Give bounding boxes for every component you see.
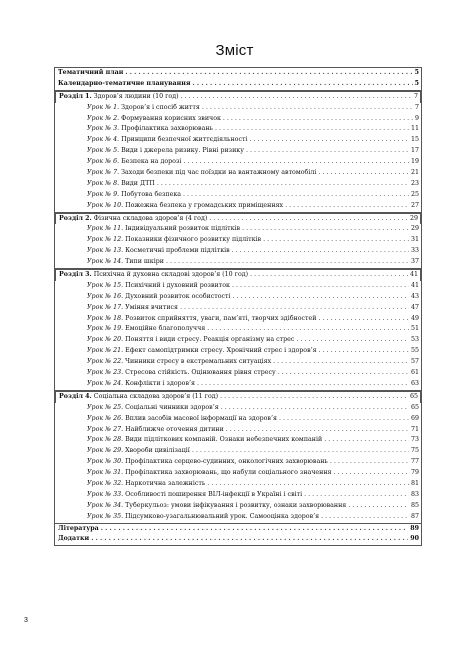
dot-leader: [181, 92, 412, 103]
toc-section-heading: Розділ 2.: [59, 214, 92, 222]
toc-entry-text: Підсумково-узагальнювальний урок. Самооцінка здоров’я: [125, 512, 320, 520]
toc-entry-text: Соціальна складова здоров’я (11 год): [93, 392, 219, 400]
toc-page-number: 29: [409, 214, 418, 222]
toc-lesson-number: Урок № 13.: [87, 247, 124, 255]
toc-page-number: 27: [410, 201, 419, 209]
toc-lesson-number: Урок № 5.: [87, 147, 120, 155]
toc-page-number: 5: [414, 69, 419, 76]
toc-lesson-entry: [55, 468, 421, 479]
toc-entry-text: Здоров’я і спосіб життя: [121, 103, 200, 111]
toc-page-number: 75: [410, 447, 419, 455]
dot-leader: [209, 214, 408, 225]
toc-lesson-entry: [55, 190, 421, 201]
toc-lesson-number: Урок № 15.: [87, 281, 124, 289]
toc-entry-text: Додатки: [58, 535, 90, 543]
dot-leader: [166, 257, 409, 268]
toc-page-number: 87: [410, 512, 419, 520]
toc-lesson-entry: [55, 346, 421, 357]
dot-leader: [221, 403, 409, 414]
toc-lesson-entry: [55, 224, 421, 235]
dot-leader: [242, 224, 409, 235]
toc-lesson-number: Урок № 10.: [87, 201, 124, 209]
toc-page-number: 47: [410, 303, 419, 311]
toc-lesson-number: Урок № 1.: [87, 103, 120, 111]
toc-page-number: 81: [410, 479, 419, 487]
dot-leader: [304, 490, 409, 501]
dot-leader: [207, 479, 409, 490]
toc-entry-text: Профілактика захворювань, що набули соціального значення: [125, 469, 332, 477]
toc-entry-text: Профілактика захворювань: [121, 125, 213, 133]
toc-page-number: 65: [409, 392, 418, 400]
toc-section-heading: Розділ 4.: [59, 392, 92, 400]
toc-lesson-entry: [55, 457, 421, 468]
dot-leader: [157, 179, 409, 190]
toc-lesson-number: Урок № 29.: [87, 447, 124, 455]
dot-leader: [232, 281, 409, 292]
dot-leader: [263, 235, 409, 246]
toc-entry-text: Безпека на дорозі: [121, 158, 182, 166]
toc-lesson-entry: [55, 446, 421, 457]
toc-entry-text: Види підліткових компаній. Ознаки небезпечних компаній: [125, 436, 323, 444]
toc-entry-text: Найближче оточення дитини: [125, 425, 224, 433]
toc-lesson-number: Урок № 21.: [87, 347, 124, 355]
toc-page-number: 90: [410, 535, 419, 543]
dot-leader: [91, 534, 408, 545]
toc-lesson-number: Урок № 28.: [87, 436, 124, 444]
toc-lesson-number: Урок № 24.: [87, 379, 124, 387]
toc-lesson-entry: [55, 368, 421, 379]
dot-leader: [193, 79, 413, 90]
dot-leader: [215, 124, 409, 135]
toc-page-number: 25: [410, 190, 419, 198]
toc-lesson-number: Урок № 31.: [87, 469, 124, 477]
toc-lesson-entry: [55, 103, 421, 114]
toc-section-block: [54, 67, 422, 90]
toc-top-entry: [55, 79, 421, 90]
toc-lesson-entry: [55, 157, 421, 168]
toc-page-number: 57: [410, 358, 419, 366]
toc-lesson-entry: [55, 490, 421, 501]
toc-page-number: 19: [410, 158, 419, 166]
toc-entry-text: Вплив засобів масової інформації на здоров’я: [125, 414, 277, 422]
toc-page-number: 33: [410, 247, 419, 255]
toc-lesson-number: Урок № 9.: [87, 190, 120, 198]
dot-leader: [330, 457, 409, 468]
toc-lesson-number: Урок № 32.: [87, 479, 124, 487]
toc-page-number: 79: [410, 469, 419, 477]
toc-lesson-entry: [55, 479, 421, 490]
toc-entry-text: Ефект самопідтримки стресу. Хронічний стрес і здоров’я: [125, 347, 317, 355]
toc-lesson-entry: [55, 425, 421, 436]
toc-entry-text: Література: [58, 524, 99, 532]
dot-leader: [278, 368, 409, 379]
dot-leader: [250, 135, 409, 146]
toc-lesson-entry: [55, 179, 421, 190]
toc-page-number: 49: [410, 314, 419, 322]
toc-entry-text: Туберкульоз: умови інфікування і розвитку, ознаки захворювання: [125, 501, 347, 509]
toc-entry-text: Косметичні проблеми підлітків: [125, 247, 230, 255]
toc-entry-text: Показники фізичного розвитку підлітків: [125, 236, 262, 244]
toc-lesson-entry: [55, 512, 421, 523]
toc-page-number: 77: [410, 458, 419, 466]
toc-page-number: 63: [410, 379, 419, 387]
toc-lesson-entry: [55, 114, 421, 125]
dot-leader: [273, 357, 409, 368]
toc-page-number: 51: [410, 325, 419, 333]
toc-lesson-entry: [55, 335, 421, 346]
toc-lesson-number: Урок № 2.: [87, 114, 120, 122]
dot-leader: [226, 425, 409, 436]
toc-section-block: [54, 212, 422, 268]
toc-lesson-number: Урок № 22.: [87, 358, 124, 366]
toc-entry-text: Пожежна безпека у громадських приміщеннях: [125, 201, 284, 209]
toc-lesson-entry: [55, 281, 421, 292]
dot-leader: [232, 246, 409, 257]
toc-entry-text: Профілактика серцево-судинних, онкологічних захворювань: [125, 458, 328, 466]
toc-page-number: 53: [410, 336, 419, 344]
toc-page-number: 11: [410, 125, 419, 133]
toc-page-number: 17: [410, 147, 419, 155]
table-of-contents: [54, 67, 422, 546]
toc-entry-text: Психічна й духовна складові здоров’я (10 год): [93, 271, 249, 279]
toc-lesson-entry: [55, 124, 421, 135]
toc-lesson-entry: [55, 501, 421, 512]
toc-entry-text: Індивідуальний розвиток підлітків: [125, 225, 241, 233]
page-number: 3: [24, 617, 28, 624]
dot-leader: [183, 157, 409, 168]
toc-lesson-number: Урок № 19.: [87, 325, 124, 333]
toc-lesson-entry: [55, 257, 421, 268]
toc-top-entry: [55, 534, 421, 545]
toc-page-number: 41: [410, 281, 419, 289]
dot-leader: [321, 512, 409, 523]
toc-page-number: 43: [410, 292, 419, 300]
dot-leader: [197, 379, 409, 390]
toc-lesson-number: Урок № 35.: [87, 512, 124, 520]
toc-entry-text: Чинники стресу в екстремальних ситуаціях: [125, 358, 272, 366]
dot-leader: [183, 190, 409, 201]
toc-entry-text: Психічний і духовний розвиток: [125, 281, 230, 289]
toc-entry-text: Конфлікти і здоров’я: [125, 379, 195, 387]
toc-lesson-number: Урок № 4.: [87, 136, 120, 144]
dot-leader: [296, 335, 409, 346]
toc-page-number: 55: [410, 347, 419, 355]
toc-lesson-number: Урок № 30.: [87, 458, 124, 466]
toc-lesson-number: Урок № 3.: [87, 125, 120, 133]
toc-lesson-entry: [55, 435, 421, 446]
toc-page-number: 85: [410, 501, 419, 509]
toc-page-number: 65: [410, 403, 419, 411]
dot-leader: [220, 392, 408, 403]
toc-entry-text: Види ДТП: [121, 179, 155, 187]
dot-leader: [246, 146, 409, 157]
toc-lesson-number: Урок № 25.: [87, 403, 124, 411]
toc-page-number: 29: [410, 225, 419, 233]
toc-page-number: 7: [414, 103, 419, 111]
toc-entry-text: Духовний розвиток особистості: [125, 292, 231, 300]
toc-entry-text: Розвиток сприйняття, уваги, пам’яті, творчих здібностей: [125, 314, 317, 322]
toc-page-number: 23: [410, 179, 419, 187]
toc-lesson-number: Урок № 20.: [87, 336, 124, 344]
toc-lesson-number: Урок № 34.: [87, 501, 124, 509]
toc-entry-text: Соціальні чинники здоров’я: [125, 403, 219, 411]
toc-lesson-number: Урок № 17.: [87, 303, 124, 311]
toc-page-number: 37: [410, 258, 419, 266]
toc-lesson-entry: [55, 292, 421, 303]
toc-lesson-number: Урок № 26.: [87, 414, 124, 422]
toc-lesson-entry: [55, 314, 421, 325]
toc-page-number: 73: [410, 436, 419, 444]
toc-entry-text: Здоров’я людини (10 год): [93, 92, 179, 100]
toc-lesson-entry: [55, 168, 421, 179]
toc-entry-text: Наркотична залежність: [125, 479, 206, 487]
toc-entry-text: Принципи безпечної життєдіяльності: [121, 136, 248, 144]
toc-lesson-entry: [55, 403, 421, 414]
toc-page-number: 31: [410, 236, 419, 244]
toc-section-heading: Розділ 3.: [59, 271, 92, 279]
toc-lesson-number: Урок № 18.: [87, 314, 124, 322]
toc-section-heading: Розділ 1.: [59, 92, 92, 100]
toc-page-number: 9: [414, 114, 419, 122]
toc-lesson-number: Урок № 6.: [87, 158, 120, 166]
toc-lesson-number: Урок № 7.: [87, 169, 120, 177]
toc-lesson-number: Урок № 16.: [87, 292, 124, 300]
toc-page-number: 83: [410, 490, 419, 498]
toc-lesson-number: Урок № 33.: [87, 490, 124, 498]
dot-leader: [279, 414, 409, 425]
toc-section-block: [54, 90, 422, 212]
toc-page-number: 69: [410, 414, 419, 422]
toc-lesson-entry: [55, 414, 421, 425]
toc-page-number: 15: [410, 136, 419, 144]
toc-lesson-number: Урок № 11.: [87, 225, 124, 233]
page-title: Зміст: [215, 42, 254, 59]
toc-top-entry: [55, 524, 421, 535]
toc-lesson-entry: [55, 303, 421, 314]
toc-entry-text: Особливості поширення ВІЛ-інфекції в Україні і світі: [125, 490, 303, 498]
toc-section-entry: [55, 391, 421, 403]
toc-entry-text: Емоційне благополуччя: [125, 325, 206, 333]
toc-page-number: 7: [413, 92, 418, 100]
toc-section-entry: [55, 269, 421, 281]
toc-entry-text: Уміння вчитися: [125, 303, 179, 311]
dot-leader: [318, 168, 409, 179]
toc-entry-text: Фізична складова здоров’я (4 год): [93, 214, 208, 222]
toc-entry-text: Поняття і види стресу. Реакція організму на стрес: [125, 336, 295, 344]
toc-entry-text: Стресова стійкість. Оцінювання рівня стресу: [125, 369, 276, 377]
toc-section-block: [54, 268, 422, 390]
toc-section-block: [54, 390, 422, 523]
toc-lesson-number: Урок № 27.: [87, 425, 124, 433]
toc-lesson-number: Урок № 14.: [87, 258, 124, 266]
toc-lesson-entry: [55, 379, 421, 390]
dot-leader: [180, 303, 409, 314]
toc-page-number: 5: [414, 79, 419, 87]
dot-leader: [192, 446, 409, 457]
toc-page-number: 41: [409, 271, 418, 279]
dot-leader: [324, 435, 409, 446]
toc-entry-text: Заходи безпеки під час поїздки на вантажному автомобілі: [121, 169, 317, 177]
dot-leader: [348, 501, 409, 512]
toc-lesson-entry: [55, 235, 421, 246]
dot-leader: [285, 201, 409, 212]
toc-lesson-entry: [55, 201, 421, 212]
dot-leader: [318, 314, 409, 325]
dot-leader: [250, 270, 408, 281]
toc-page-number: 89: [410, 524, 419, 532]
toc-entry-text: Календарно-тематичне планування: [58, 79, 191, 87]
dot-leader: [334, 468, 409, 479]
dot-leader: [233, 292, 409, 303]
toc-lesson-number: Урок № 23.: [87, 369, 124, 377]
toc-entry-text: Побутова безпека: [121, 190, 182, 198]
toc-lesson-entry: [55, 146, 421, 157]
toc-entry-text: Формування корисних звичок: [121, 114, 221, 122]
dot-leader: [125, 68, 412, 79]
toc-lesson-entry: [55, 135, 421, 146]
toc-entry-text: Тематичний план: [58, 69, 124, 76]
toc-entry-text: Види і джерела ризику. Рівні ризику: [121, 147, 244, 155]
toc-entry-text: Типи шкіри: [125, 258, 164, 266]
dot-leader: [101, 524, 408, 535]
toc-top-entry: [55, 68, 421, 79]
toc-section-entry: [55, 91, 421, 103]
toc-lesson-entry: [55, 324, 421, 335]
toc-lesson-entry: [55, 357, 421, 368]
toc-section-block: [54, 523, 422, 547]
toc-page-number: 61: [410, 369, 419, 377]
toc-section-entry: [55, 213, 421, 225]
toc-lesson-entry: [55, 246, 421, 257]
toc-page-number: 71: [410, 425, 419, 433]
dot-leader: [319, 346, 409, 357]
dot-leader: [207, 324, 409, 335]
toc-lesson-number: Урок № 12.: [87, 236, 124, 244]
toc-page-number: 21: [410, 169, 419, 177]
dot-leader: [202, 103, 413, 114]
dot-leader: [223, 114, 413, 125]
toc-entry-text: Хвороби цивілізації: [125, 447, 190, 455]
toc-lesson-number: Урок № 8.: [87, 179, 120, 187]
